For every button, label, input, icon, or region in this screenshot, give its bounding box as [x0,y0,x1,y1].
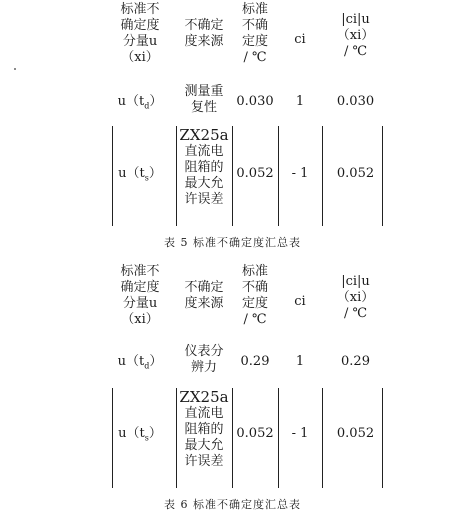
source-cell [176,388,232,470]
component-subscript: s [144,433,149,443]
component-subscript: s [144,173,149,183]
header-source [176,18,232,50]
component-close: ） [148,166,162,181]
source-text: 复性 [190,100,217,115]
header-text: 度来源 [184,34,224,49]
header-product [322,12,389,60]
table-row [104,342,389,386]
header-text: （xi） [336,28,375,43]
header-text: 标准 [241,264,268,279]
header-text: 分量u [122,296,158,311]
header-text: 确定度 [120,18,160,33]
source-cell [176,84,232,116]
header-text: 不确定 [184,18,224,33]
source-text: 直流电 [184,144,224,159]
header-std-uncertainty [232,2,278,66]
ci-cell: 1 [295,94,305,109]
header-text: （xi） [121,312,159,327]
source-text: 许误差 [184,454,224,469]
component-cell [104,354,176,375]
source-text: 阻箱的 [184,160,224,175]
source-text: 仪表分 [184,344,224,359]
component-text: u（t [117,94,145,109]
source-text: 直流电 [184,406,224,421]
ci-cell: 1 [295,354,305,369]
uncertainty-table-6 [104,262,389,488]
source-cell [176,126,232,208]
value-cell: 0.052 [236,426,274,441]
table-header-row [104,0,389,80]
header-text: 不确 [241,280,268,295]
header-text: 不确定 [184,280,224,295]
source-text: 最大允 [184,176,224,191]
header-text: |ci|u [341,12,370,27]
value-cell: 0.052 [236,166,274,181]
source-model: ZX25a [179,126,229,144]
source-text: 测量重 [184,84,224,99]
component-cell [104,166,176,187]
table-row [104,124,389,226]
component-close: ） [149,354,163,369]
source-model: ZX25a [179,388,229,406]
table-caption: 表 6 标准不确定度汇总表 [164,498,301,511]
header-text: 定度 [241,34,268,49]
component-cell [104,94,176,115]
header-text: 标准 [241,2,268,17]
header-text: 度来源 [184,296,224,311]
product-cell: 0.052 [336,166,375,181]
table-row [104,80,389,124]
header-text: |ci|u [341,274,370,289]
source-text: 阻箱的 [184,422,224,437]
uncertainty-table-5 [104,0,389,226]
product-cell: 0.030 [336,94,375,109]
header-text: 标准不 [120,264,160,279]
product-cell: 0.29 [341,354,370,369]
product-cell: 0.052 [336,426,375,441]
header-product [322,274,389,322]
header-text: 定度 [241,296,268,311]
source-text: 许误差 [184,192,224,207]
source-text: 最大允 [184,438,224,453]
header-source [176,280,232,312]
header-text: （xi） [121,50,159,65]
component-subscript: d [144,101,150,111]
table-row [104,386,389,488]
component-close: ） [149,94,163,109]
value-cell: 0.29 [240,354,270,369]
header-text: / ℃ [343,306,368,321]
source-cell [176,344,232,376]
margin-mark [14,68,16,70]
header-std-uncertainty [232,264,278,328]
header-ci [278,294,322,310]
ci-cell: - 1 [291,426,309,441]
header-text: 分量u [122,34,158,49]
component-subscript: d [144,361,150,371]
component-close: ） [148,426,162,441]
table-caption: 表 5 标准不确定度汇总表 [164,236,301,249]
table-header-row [104,262,389,342]
header-text: 不确 [241,18,268,33]
value-cell: 0.030 [236,94,274,109]
header-text: ci [294,32,306,47]
source-text: 辨力 [190,360,217,375]
header-text: / ℃ [343,44,368,59]
header-component [104,264,176,328]
component-cell [104,426,176,447]
header-component [104,2,176,66]
component-text: u（t [118,426,145,441]
header-text: / ℃ [243,312,267,327]
component-text: u（t [118,166,145,181]
header-ci [278,32,322,48]
header-text: ci [294,294,306,309]
header-text: （xi） [336,290,375,305]
header-text: 确定度 [120,280,160,295]
header-text: 标准不 [120,2,160,17]
header-text: / ℃ [243,50,267,65]
component-text: u（t [117,354,145,369]
ci-cell: - 1 [291,166,309,181]
